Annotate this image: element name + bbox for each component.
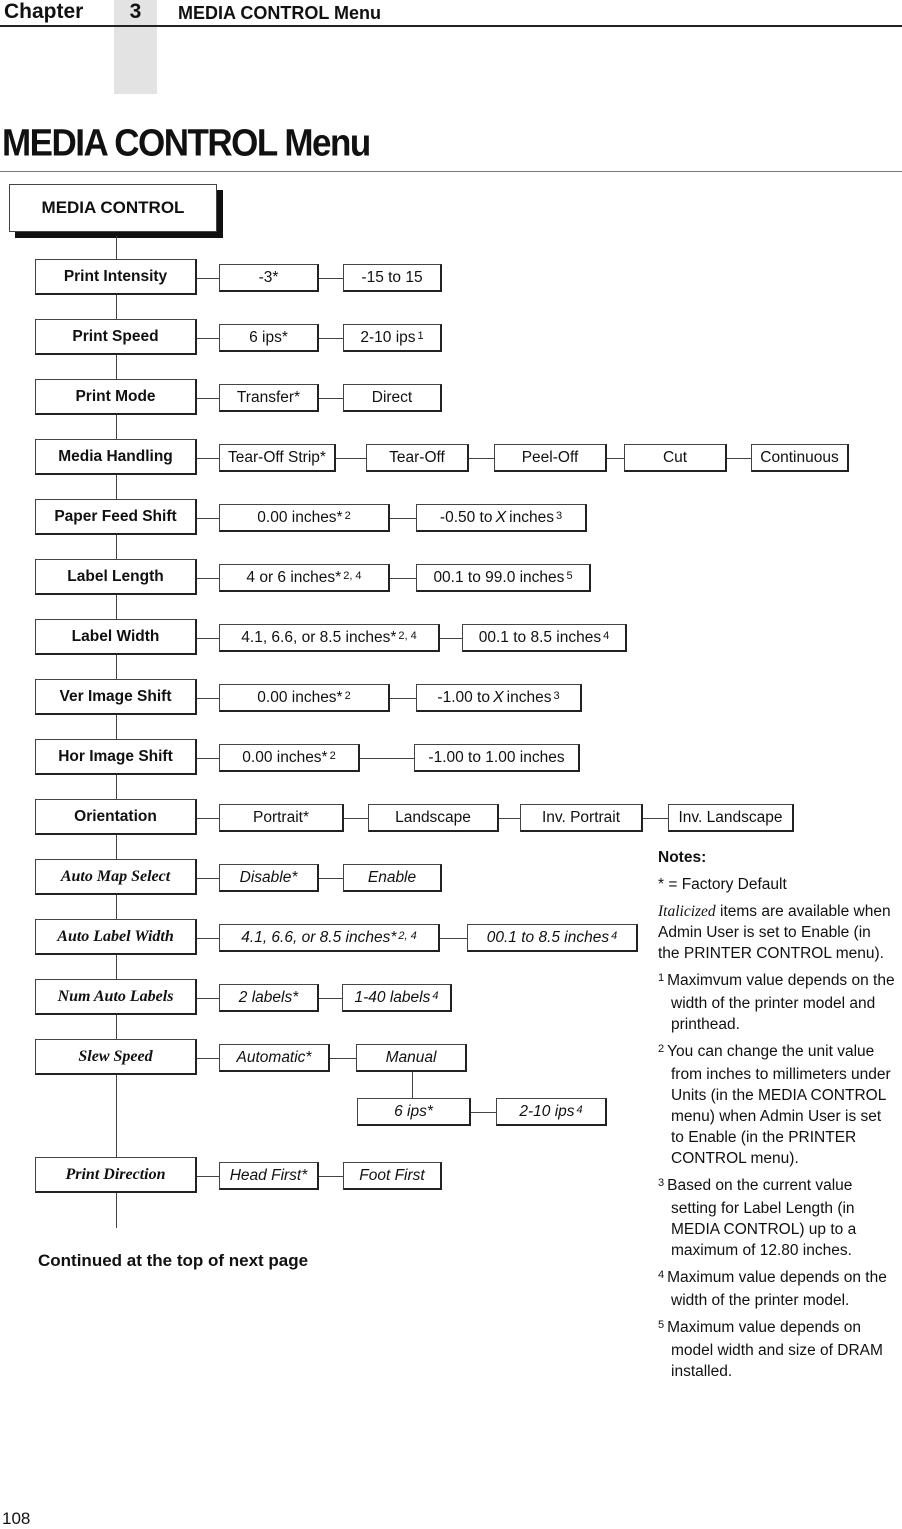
value-text: Landscape	[395, 808, 471, 826]
orientation-connector-2	[499, 818, 520, 819]
value-text: -15 to 15	[361, 268, 423, 286]
value-text: Continuous	[760, 448, 839, 466]
value-text: Cut	[662, 448, 688, 466]
label-length-label-connector	[197, 578, 219, 579]
notes-panel	[658, 847, 896, 1388]
media-handling-connector-4	[727, 458, 751, 459]
footnote-text: Based on the current value setting for Label Length (in MEDIA CONTROL) up to a maximum of 12.80 inches.	[667, 1177, 857, 1259]
hor-image-shift-label-connector	[197, 758, 219, 759]
slew-speed-sub-value-1: 2-10 ips $^4$	[496, 1098, 607, 1126]
value-variable: X	[495, 508, 507, 526]
orientation-label-connector	[197, 818, 219, 819]
value-variable: X	[492, 688, 504, 706]
media-handling-connector-1	[336, 458, 366, 459]
slew-speed-value-1	[356, 1044, 467, 1072]
orientation-value-0	[219, 804, 344, 832]
print-direction-value-0	[219, 1162, 319, 1190]
print-mode-value-1	[343, 384, 442, 412]
value-text: Transfer*	[236, 388, 301, 406]
value-text: -1.00 to	[437, 688, 490, 706]
label-width-label-connector	[197, 638, 219, 639]
footnote-4	[658, 1267, 896, 1311]
paper-feed-shift-label-connector	[197, 518, 219, 519]
value-text: 00.1 to 99.0 inches	[433, 568, 565, 586]
menu-item-hor-image-shift: Hor Image Shift	[35, 739, 197, 775]
value-text: Peel-Off	[521, 448, 579, 466]
print-mode-connector-1	[319, 398, 343, 399]
slew-speed-sub-connector	[412, 1072, 413, 1098]
chapter-number: 3	[129, 0, 142, 23]
value-text: 2-10 ips	[519, 1102, 575, 1120]
menu-item-ver-image-shift: Ver Image Shift	[35, 679, 197, 715]
print-mode-label-connector	[197, 398, 219, 399]
auto-label-width-connector-1	[440, 938, 467, 939]
value-text: Direct	[371, 388, 413, 406]
menu-item-print-direction: Print Direction	[35, 1157, 197, 1193]
orientation-connector-3	[643, 818, 668, 819]
label-length-connector-1	[390, 578, 416, 579]
print-direction-label-connector	[197, 1176, 219, 1177]
footnote-1	[658, 970, 896, 1035]
value-text: Automatic*	[236, 1048, 312, 1066]
value-text: Head First*	[229, 1166, 308, 1184]
page-number: 108	[2, 1509, 31, 1528]
footnote-text: Maximum value depends on model width and size of DRAM installed.	[667, 1319, 883, 1380]
value-text: 0.00 inches*	[257, 688, 343, 706]
note-factory-default: * = Factory Default	[658, 876, 787, 893]
orientation-value-1	[368, 804, 499, 832]
label-width-connector-1	[440, 638, 462, 639]
print-speed-label-connector	[197, 338, 219, 339]
value-text: Inv. Landscape	[678, 808, 783, 826]
value-text: Foot First	[359, 1166, 425, 1184]
menu-item-print-intensity: Print Intensity	[35, 259, 197, 295]
label-width-value-1: 00.1 to 8.5 inches $^4$	[462, 624, 627, 652]
label-width-value-0: 4.1, 6.6, or 8.5 inches* $^{2, 4}$	[219, 624, 440, 652]
footnote-number: 2	[658, 1043, 665, 1055]
menu-item-orientation: Orientation	[35, 799, 197, 835]
value-text: 4.1, 6.6, or 8.5 inches*	[241, 928, 397, 946]
value-text: Tear-Off	[389, 448, 445, 466]
section-title: MEDIA CONTROL Menu	[178, 3, 381, 23]
value-text: -1.00 to 1.00 inches	[428, 748, 565, 766]
hor-image-shift-value-1	[414, 744, 580, 772]
value-text: Tear-Off Strip*	[228, 448, 326, 466]
print-speed-value-1: 2-10 ips $^1$	[343, 324, 442, 352]
hor-image-shift-value-0: 0.00 inches* $^2$	[219, 744, 360, 772]
note-italic-rest: items are available when Admin User is set to Enable (in the PRINTER CONTROL menu).	[658, 903, 891, 962]
menu-item-print-speed: Print Speed	[35, 319, 197, 355]
media-handling-value-1	[366, 444, 469, 472]
value-text: 6 ips*	[394, 1102, 433, 1120]
value-text: 0.00 inches*	[257, 508, 343, 526]
value-text: 2 labels*	[238, 988, 299, 1006]
hor-image-shift-connector-1	[360, 758, 414, 759]
num-auto-labels-value-0	[219, 984, 319, 1012]
print-direction-connector-1	[319, 1176, 343, 1177]
menu-item-slew-speed: Slew Speed	[35, 1039, 197, 1075]
value-text: 00.1 to 8.5 inches	[486, 928, 610, 946]
media-handling-value-4	[751, 444, 849, 472]
continued-note: Continued at the top of next page	[38, 1251, 309, 1270]
value-text: 00.1 to 8.5 inches	[478, 628, 602, 646]
ver-image-shift-value-0: 0.00 inches* $^2$	[219, 684, 390, 712]
paper-feed-shift-connector-1	[390, 518, 416, 519]
note-italic-word: Italicized	[658, 903, 716, 920]
footnote-2	[658, 1041, 896, 1169]
print-mode-value-0	[219, 384, 319, 412]
media-handling-value-0	[219, 444, 336, 472]
value-text: Manual	[385, 1048, 437, 1066]
menu-item-label-length: Label Length	[35, 559, 197, 595]
print-direction-value-1	[343, 1162, 442, 1190]
menu-item-num-auto-labels: Num Auto Labels	[35, 979, 197, 1015]
label-length-value-0: 4 or 6 inches* $^{2, 4}$	[219, 564, 390, 592]
auto-label-width-value-0: 4.1, 6.6, or 8.5 inches* $^{2, 4}$	[219, 924, 440, 952]
menu-item-paper-feed-shift: Paper Feed Shift	[35, 499, 197, 535]
auto-map-select-connector-1	[319, 878, 343, 879]
menu-item-label-width: Label Width	[35, 619, 197, 655]
print-speed-value-0	[219, 324, 319, 352]
footnote-text: Maximum value depends on the width of the printer model.	[667, 1269, 887, 1309]
auto-label-width-value-1: 00.1 to 8.5 inches $^4$	[467, 924, 638, 952]
num-auto-labels-value-1: 1-40 labels $^4$	[342, 984, 452, 1012]
ver-image-shift-value-1: -1.00 to X inches $^3$	[416, 684, 582, 712]
orientation-value-3	[668, 804, 794, 832]
paper-feed-shift-value-0: 0.00 inches* $^2$	[219, 504, 390, 532]
note-italicized	[658, 901, 896, 964]
media-handling-connector-3	[607, 458, 624, 459]
footnote-number: 4	[658, 1269, 665, 1281]
media-handling-connector-2	[469, 458, 494, 459]
title-rule	[0, 171, 902, 172]
value-text: Disable*	[239, 868, 298, 886]
notes-title: Notes:	[658, 849, 707, 866]
num-auto-labels-label-connector	[197, 998, 219, 999]
value-text: 2-10 ips	[360, 328, 416, 346]
chapter-label: Chapter	[4, 0, 84, 23]
slew-speed-sub-connector-1	[471, 1112, 496, 1113]
print-intensity-value-1	[343, 264, 442, 292]
value-text: 0.00 inches*	[242, 748, 328, 766]
auto-map-select-value-0	[219, 864, 319, 892]
footnote-number: 5	[658, 1319, 665, 1331]
value-text: 1-40 labels	[354, 988, 431, 1006]
footnote-3	[658, 1175, 896, 1261]
value-text: Enable	[367, 868, 417, 886]
value-text: 4.1, 6.6, or 8.5 inches*	[241, 628, 397, 646]
print-intensity-connector-1	[319, 278, 343, 279]
footnote-5	[658, 1317, 896, 1382]
slew-speed-connector-1	[330, 1058, 356, 1059]
num-auto-labels-connector-1	[319, 998, 342, 999]
media-handling-value-3	[624, 444, 727, 472]
orientation-value-2	[520, 804, 643, 832]
menu-item-media-handling: Media Handling	[35, 439, 197, 475]
print-intensity-value-0	[219, 264, 319, 292]
print-speed-connector-1	[319, 338, 343, 339]
page-title: MEDIA CONTROL Menu	[2, 122, 370, 165]
auto-label-width-label-connector	[197, 938, 219, 939]
value-text: 6 ips*	[249, 328, 288, 346]
media-handling-value-2	[494, 444, 607, 472]
slew-speed-value-0	[219, 1044, 330, 1072]
value-text: -0.50 to	[439, 508, 493, 526]
root-menu-box: MEDIA CONTROL	[9, 184, 217, 232]
label-length-value-1: 00.1 to 99.0 inches $^5$	[416, 564, 591, 592]
footnote-text: Maximvum value depends on the width of the printer model and printhead.	[667, 972, 895, 1033]
media-handling-label-connector	[197, 458, 219, 459]
ver-image-shift-label-connector	[197, 698, 219, 699]
footnote-number: 3	[658, 1177, 665, 1189]
value-text: inches	[509, 508, 554, 526]
footnote-text: You can change the unit value from inches to millimeters under Units (in the MEDIA CONTROL menu) when Admin User is set to Enable (in the PRINTER CONTROL menu).	[667, 1043, 891, 1167]
value-text: inches	[506, 688, 552, 706]
value-text: Inv. Portrait	[541, 808, 621, 826]
print-intensity-label-connector	[197, 278, 219, 279]
slew-speed-label-connector	[197, 1058, 219, 1059]
header-rule	[0, 25, 902, 27]
value-text: -3*	[258, 268, 279, 286]
auto-map-select-value-1	[343, 864, 442, 892]
paper-feed-shift-value-1: -0.50 to X inches $^3$	[416, 504, 587, 532]
menu-item-auto-label-width: Auto Label Width	[35, 919, 197, 955]
value-text: 4 or 6 inches*	[246, 568, 342, 586]
ver-image-shift-connector-1	[390, 698, 416, 699]
auto-map-select-label-connector	[197, 878, 219, 879]
value-text: Portrait*	[253, 808, 309, 826]
slew-speed-sub-value-0	[357, 1098, 471, 1126]
menu-item-auto-map-select: Auto Map Select	[35, 859, 197, 895]
menu-item-print-mode: Print Mode	[35, 379, 197, 415]
footnote-number: 1	[658, 972, 665, 984]
orientation-connector-1	[344, 818, 368, 819]
